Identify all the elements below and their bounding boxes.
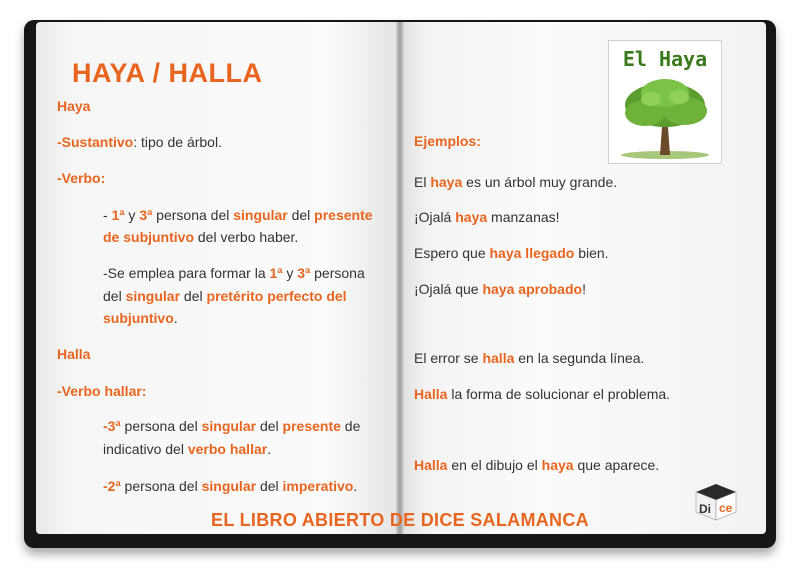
text: -2ª xyxy=(103,478,121,494)
text: Espero que xyxy=(414,245,490,261)
example-1 xyxy=(414,172,617,192)
text: El error se xyxy=(414,350,483,366)
verbo-hallar-label: -Verbo hallar: xyxy=(57,383,147,399)
example-3 xyxy=(414,243,609,263)
verbo-def-2-line1 xyxy=(103,263,365,283)
text: persona del xyxy=(152,207,234,223)
text: del xyxy=(103,288,126,304)
text: ¡Ojalá que xyxy=(414,281,483,297)
tree-icon xyxy=(615,75,715,159)
text: manzanas! xyxy=(487,209,560,225)
text: haya xyxy=(430,174,463,190)
example-6 xyxy=(414,384,670,404)
text: haya xyxy=(541,457,574,473)
text: que aparece. xyxy=(573,457,660,473)
hallar-def-1-line1 xyxy=(103,416,360,436)
text: en el dibujo el xyxy=(447,457,542,473)
verbo-def-1-line2 xyxy=(103,227,298,247)
text: 3ª xyxy=(297,265,311,281)
text: del xyxy=(180,288,207,304)
text: de subjuntivo xyxy=(103,229,194,245)
verbo-def-2-line2 xyxy=(103,286,347,306)
logo-di: Di xyxy=(699,502,711,516)
text: es un árbol muy grande. xyxy=(462,174,618,190)
text: 3ª xyxy=(139,207,153,223)
verbo-def-1-line1 xyxy=(103,205,373,225)
text: persona del xyxy=(120,478,202,494)
text: -3ª xyxy=(103,418,121,434)
text: Halla xyxy=(414,386,448,402)
text: presente xyxy=(314,207,373,223)
text: singular xyxy=(233,207,288,223)
text: en la segunda línea. xyxy=(514,350,645,366)
verbo-def-2-line3 xyxy=(103,308,178,328)
sustantivo-label: -Sustantivo xyxy=(57,134,134,150)
text: y xyxy=(282,265,298,281)
text: - xyxy=(103,207,112,223)
text: singular xyxy=(201,478,257,494)
sustantivo-text: : tipo de árbol. xyxy=(133,134,222,150)
text: singular xyxy=(125,288,181,304)
book-spine xyxy=(396,22,404,534)
text: indicativo del xyxy=(103,441,188,457)
example-5 xyxy=(414,348,644,368)
text: ¡Ojalá xyxy=(414,209,456,225)
example-7 xyxy=(414,455,659,475)
text: subjuntivo xyxy=(103,310,174,326)
text: del verbo haber. xyxy=(194,229,299,245)
halla-heading: Halla xyxy=(57,346,91,362)
text: . xyxy=(353,478,358,494)
text: -Se emplea para formar la xyxy=(103,265,270,281)
image-label: El Haya xyxy=(622,47,708,71)
text: 1ª xyxy=(111,207,125,223)
text: la forma de solucionar el problema. xyxy=(447,386,671,402)
text: pretérito perfecto del xyxy=(206,288,347,304)
text: haya aprobado xyxy=(482,281,583,297)
text: haya llegado xyxy=(489,245,575,261)
text: halla xyxy=(482,350,515,366)
haya-tree-image xyxy=(608,40,722,164)
text: y xyxy=(124,207,140,223)
text: del xyxy=(287,207,315,223)
verbo-label: -Verbo: xyxy=(57,170,106,186)
example-2 xyxy=(414,207,560,227)
logo-ce: ce xyxy=(719,501,733,515)
ejemplos-label: Ejemplos: xyxy=(414,133,481,149)
text: persona xyxy=(310,265,365,281)
text: persona del xyxy=(120,418,202,434)
text: singular xyxy=(201,418,257,434)
text: haya xyxy=(455,209,488,225)
text: presente xyxy=(282,418,341,434)
sustantivo-line xyxy=(57,132,222,152)
text: bien. xyxy=(574,245,609,261)
text: ! xyxy=(582,281,586,297)
text: verbo hallar xyxy=(187,441,268,457)
hallar-def-2-line1 xyxy=(103,476,357,496)
text: El xyxy=(414,174,431,190)
text: del xyxy=(256,418,283,434)
page-title: HAYA / HALLA xyxy=(72,58,263,88)
example-4 xyxy=(414,279,586,299)
text: del xyxy=(256,478,283,494)
book-footer-title: EL LIBRO ABIERTO DE DICE SALAMANCA xyxy=(211,510,589,530)
text: Halla xyxy=(414,457,448,473)
text: . xyxy=(267,441,272,457)
hallar-def-1-line2 xyxy=(103,439,271,459)
text: . xyxy=(173,310,178,326)
text: imperativo xyxy=(282,478,354,494)
text: de xyxy=(340,418,361,434)
haya-heading: Haya xyxy=(57,98,91,114)
text: 1ª xyxy=(269,265,283,281)
